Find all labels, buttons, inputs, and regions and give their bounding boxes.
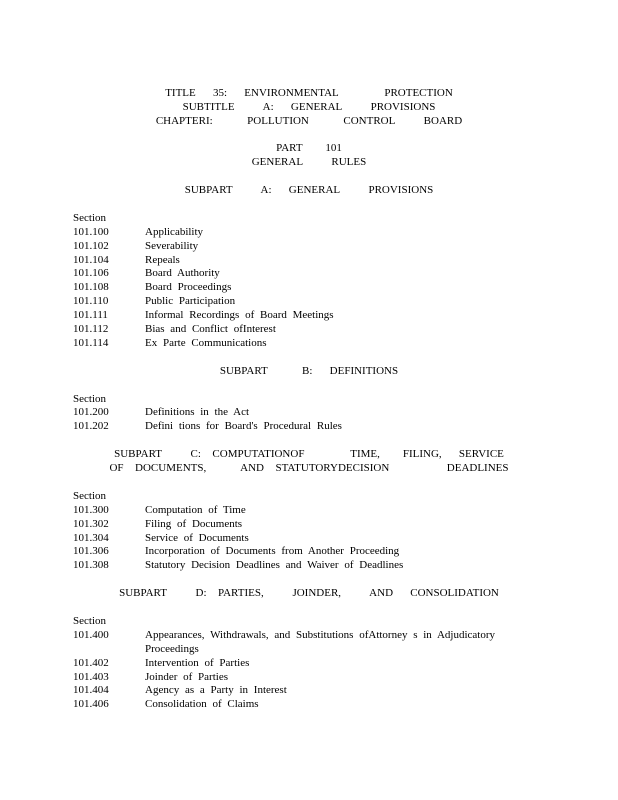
- section-title: Joinder of Parties: [145, 671, 228, 683]
- section-title: Informal Recordings of Board Meetings: [145, 309, 334, 321]
- section-title: Defini tions for Board's Procedural Rules: [145, 420, 342, 432]
- section-number: 101.108: [73, 281, 109, 293]
- section-number: 101.112: [73, 323, 109, 335]
- section-label: Section: [73, 490, 106, 502]
- section-number: 101.306: [73, 545, 109, 557]
- section-number: 101.308: [73, 559, 109, 571]
- section-title-continuation: Proceedings: [145, 643, 199, 655]
- section-label: Section: [73, 615, 106, 627]
- section-title: Applicability: [145, 226, 204, 238]
- section-title: Ex Parte Communications: [145, 337, 267, 349]
- section-title: Intervention of Parties: [145, 657, 250, 669]
- section-title: Consolidation of Claims: [145, 698, 259, 710]
- part-line: PART 101: [276, 142, 342, 154]
- section-title: Agency as a Party in Interest: [145, 684, 287, 696]
- section-title: Statutory Decision Deadlines and Waiver of Deadlines: [145, 559, 404, 571]
- section-number: 101.106: [73, 267, 109, 279]
- subpart-c-heading: SUBPART C: COMPUTATIONOF TIME, FILING, SERVICE: [114, 448, 504, 460]
- section-title: Service of Documents: [145, 532, 249, 544]
- section-number: 101.300: [73, 504, 109, 516]
- section-number: 101.406: [73, 698, 109, 710]
- section-number: 101.402: [73, 657, 109, 669]
- section-title: Incorporation of Documents from Another Proceeding: [145, 545, 400, 557]
- section-number: 101.110: [73, 295, 109, 307]
- section-number: 101.400: [73, 629, 109, 641]
- section-number: 101.302: [73, 518, 109, 530]
- section-label: Section: [73, 393, 106, 405]
- section-number: 101.403: [73, 671, 109, 683]
- section-title: Filing of Documents: [145, 518, 243, 530]
- section-title: Board Authority: [145, 267, 220, 279]
- section-title: Repeals: [145, 254, 180, 266]
- section-number: 101.102: [73, 240, 109, 252]
- section-title: Computation of Time: [145, 504, 246, 516]
- section-title: Definitions in the Act: [145, 406, 250, 418]
- section-title: Public Participation: [145, 295, 236, 307]
- title-line: TITLE 35: ENVIRONMENTAL PROTECTION: [165, 87, 453, 99]
- subpart-a-heading: SUBPART A: GENERAL PROVISIONS: [184, 184, 434, 196]
- section-title: Appearances, Withdrawals, and Substitutions ofAttorney s in Adjudicatory: [145, 629, 495, 641]
- section-number: 101.111: [73, 309, 108, 321]
- subpart-d-heading: SUBPART D: PARTIES, JOINDER, AND CONSOLIDATION: [119, 587, 499, 599]
- subpart-b-heading: SUBPART B: DEFINITIONS: [219, 365, 399, 377]
- section-number: 101.104: [73, 254, 109, 266]
- part-name: GENERAL RULES: [251, 156, 367, 168]
- section-number: 101.114: [73, 337, 109, 349]
- chapter-line: CHAPTERI: POLLUTION CONTROL BOARD: [155, 115, 463, 127]
- section-number: 101.100: [73, 226, 109, 238]
- section-title: Bias and Conflict ofInterest: [145, 323, 276, 335]
- section-number: 101.304: [73, 532, 109, 544]
- section-number: 101.202: [73, 420, 109, 432]
- section-title: Board Proceedings: [145, 281, 232, 293]
- subtitle-line: SUBTITLE A: GENERAL PROVISIONS: [182, 101, 436, 113]
- section-label: Section: [73, 212, 106, 224]
- section-number: 101.404: [73, 684, 109, 696]
- subpart-c-heading-line2: OF DOCUMENTS, AND STATUTORYDECISION DEADLINES: [109, 462, 509, 474]
- section-number: 101.200: [73, 406, 109, 418]
- section-title: Severability: [145, 240, 199, 252]
